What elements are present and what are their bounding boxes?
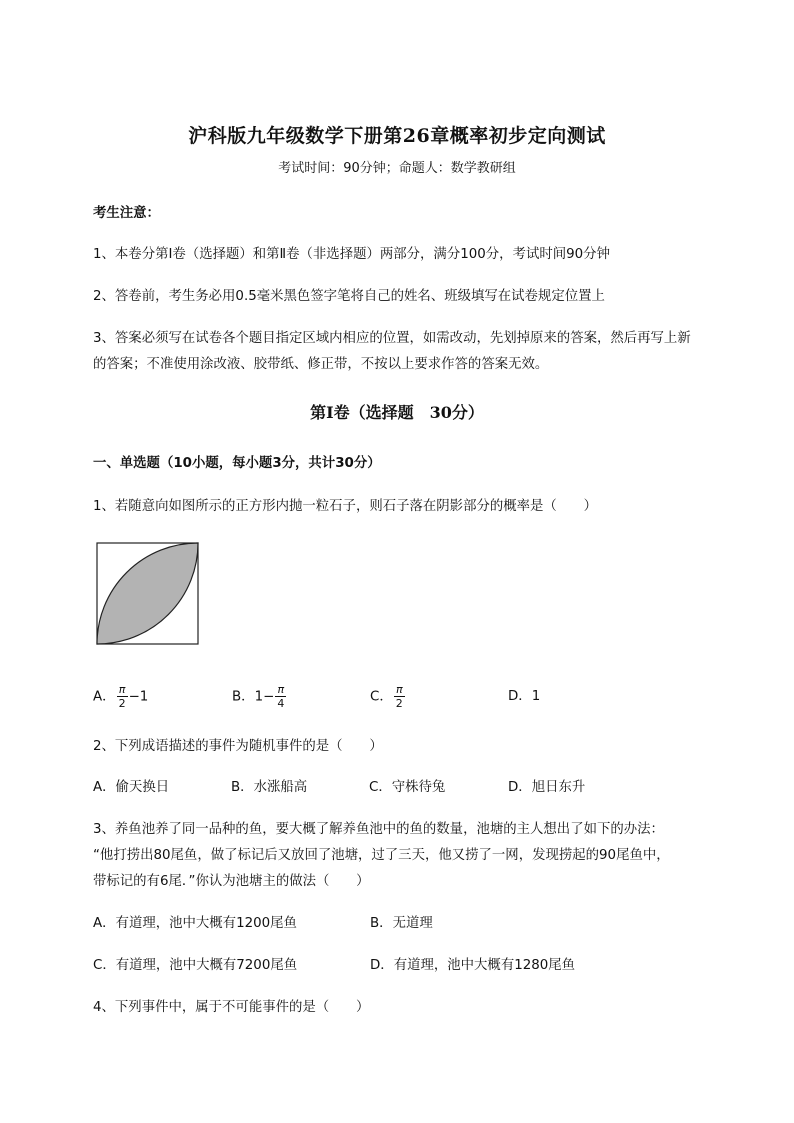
question-3-option-b: B．无道理 <box>370 916 433 931</box>
question-3-option-a: A．有道理，池中大概有1200尾鱼 <box>93 916 297 931</box>
question-3-stem-line-3: 带标记的有6尾．”你认为池塘主的做法（ ） <box>93 874 370 889</box>
notice-item-3: 3、答案必须写在试卷各个题目指定区域内相应的位置，如需改动，先划掉原来的答案，然后再写上新 <box>93 331 691 346</box>
option-b-prefix: B．1− <box>232 689 275 705</box>
option-a-fraction <box>117 683 128 710</box>
question-1-option-d: D．1 <box>508 689 541 704</box>
option-a-prefix: A． <box>93 689 116 705</box>
option-a-numerator: π <box>117 683 128 697</box>
question-3-option-d: D．有道理，池中大概有1280尾鱼 <box>370 958 576 973</box>
option-b-fraction <box>275 683 286 710</box>
option-a-suffix: −1 <box>128 689 149 705</box>
question-3-option-c: C．有道理，池中大概有7200尾鱼 <box>93 958 298 973</box>
option-c-prefix: C． <box>370 689 393 705</box>
question-2-option-a: A．偷天换日 <box>93 780 170 795</box>
question-1-stem: 1、若随意向如图所示的正方形内抛一粒石子，则石子落在阴影部分的概率是（ ） <box>93 499 597 514</box>
exam-title: 沪科版九年级数学下册第26章概率初步定向测试 <box>188 125 606 147</box>
option-c-numerator: π <box>394 683 405 697</box>
notice-item-3-cont: 的答案；不准使用涂改液、胶带纸、修正带，不按以上要求作答的答案无效。 <box>93 357 549 372</box>
option-b-numerator: π <box>275 683 286 697</box>
section-title: 第Ⅰ卷（选择题 30分） <box>310 403 484 422</box>
question-2-stem: 2、下列成语描述的事件为随机事件的是（ ） <box>93 739 383 754</box>
question-2-option-c: C．守株待兔 <box>369 780 446 795</box>
notice-item-2: 2、答卷前，考生务必用0.5毫米黑色签字笔将自己的姓名、班级填写在试卷规定位置上 <box>93 289 605 304</box>
question-3-stem-line-1: 3、养鱼池养了同一品种的鱼，要大概了解养鱼池中的鱼的数量，池塘的主人想出了如下的办法： <box>93 822 664 837</box>
part-title: 一、单选题（10小题，每小题3分，共计30分） <box>93 456 381 471</box>
question-4-stem: 4、下列事件中，属于不可能事件的是（ ） <box>93 1000 370 1015</box>
option-c-denominator: 2 <box>395 697 403 710</box>
notice-item-1: 1、本卷分第Ⅰ卷（选择题）和第Ⅱ卷（非选择题）两部分，满分100分，考试时间90分钟 <box>93 247 610 262</box>
exam-subtitle: 考试时间：90分钟；命题人：数学教研组 <box>278 161 516 176</box>
question-1-option-b <box>232 683 287 710</box>
question-1-figure <box>96 542 200 646</box>
option-c-fraction <box>394 683 405 710</box>
notice-heading: 考生注意： <box>93 206 160 221</box>
question-2-option-d: D．旭日东升 <box>508 780 586 795</box>
option-a-denominator: 2 <box>118 697 126 710</box>
question-1-option-c <box>370 683 406 710</box>
question-2-option-b: B．水涨船高 <box>231 780 308 795</box>
option-b-denominator: 4 <box>277 697 285 710</box>
question-3-stem-line-2: “他打捞出80尾鱼，做了标记后又放回了池塘，过了三天，他又捞了一网，发现捞起的90尾鱼中， <box>93 848 670 863</box>
question-1-option-a <box>93 683 148 710</box>
